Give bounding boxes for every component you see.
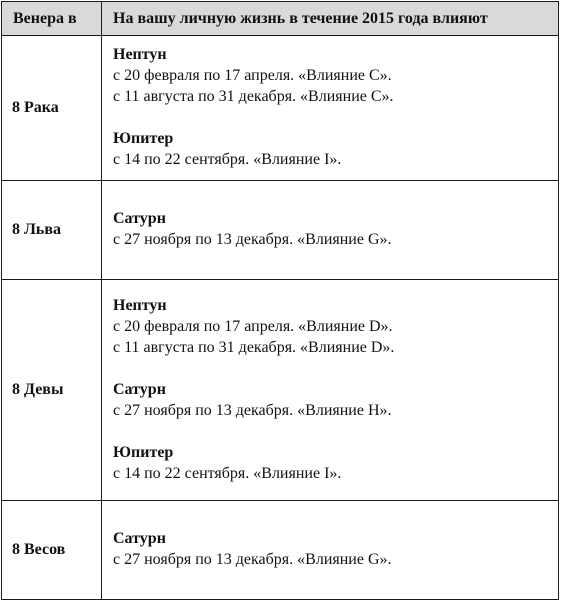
influence-cell (102, 181, 559, 280)
table-row (2, 36, 559, 181)
influence-cell (102, 280, 559, 501)
header-influences: На вашу личную жизнь в течение 2015 года влияют (102, 2, 559, 36)
date-range: с 20 февраля по 17 апреля. «Влияние C». (113, 67, 392, 84)
table-row (2, 280, 559, 501)
date-range: с 11 августа по 31 декабря. «Влияние C». (113, 88, 394, 105)
planet-name: Нептун (113, 296, 167, 314)
influence-table (1, 1, 559, 600)
date-range: с 14 по 22 сентября. «Влияние I». (113, 151, 342, 168)
planet-name: Юпитер (113, 443, 174, 461)
planet-group (113, 295, 558, 358)
date-range: с 20 февраля по 17 апреля. «Влияние D». (113, 317, 393, 335)
planet-group (113, 208, 558, 250)
sign-cell: 8 Рака (2, 36, 102, 181)
planet-group (113, 128, 558, 170)
date-range: с 11 августа по 31 декабря. «Влияние D». (113, 338, 395, 356)
planet-group (113, 442, 558, 484)
table-row (2, 181, 559, 280)
header-venus-in: Венера в (2, 2, 102, 36)
table-row (2, 501, 559, 600)
planet-name: Сатурн (113, 530, 166, 547)
planet-name: Юпитер (113, 130, 174, 147)
influence-cell (102, 36, 559, 181)
planet-name: Сатурн (113, 210, 166, 227)
sign-cell: 8 Весов (2, 501, 102, 600)
planet-group (113, 44, 558, 107)
planet-group (113, 528, 558, 570)
date-range: с 27 ноября по 13 декабря. «Влияние G». (113, 231, 392, 248)
planet-name: Сатурн (113, 380, 166, 398)
date-range: с 27 ноября по 13 декабря. «Влияние H». (113, 401, 392, 419)
date-range: с 14 по 22 сентября. «Влияние I». (113, 464, 342, 482)
sign-cell: 8 Девы (2, 280, 102, 501)
table-header-row (2, 2, 559, 36)
date-range: с 27 ноября по 13 декабря. «Влияние G». (113, 551, 392, 568)
planet-group (113, 379, 558, 421)
planet-name: Нептун (113, 46, 167, 63)
sign-cell: 8 Льва (2, 181, 102, 280)
influence-cell (102, 501, 559, 600)
